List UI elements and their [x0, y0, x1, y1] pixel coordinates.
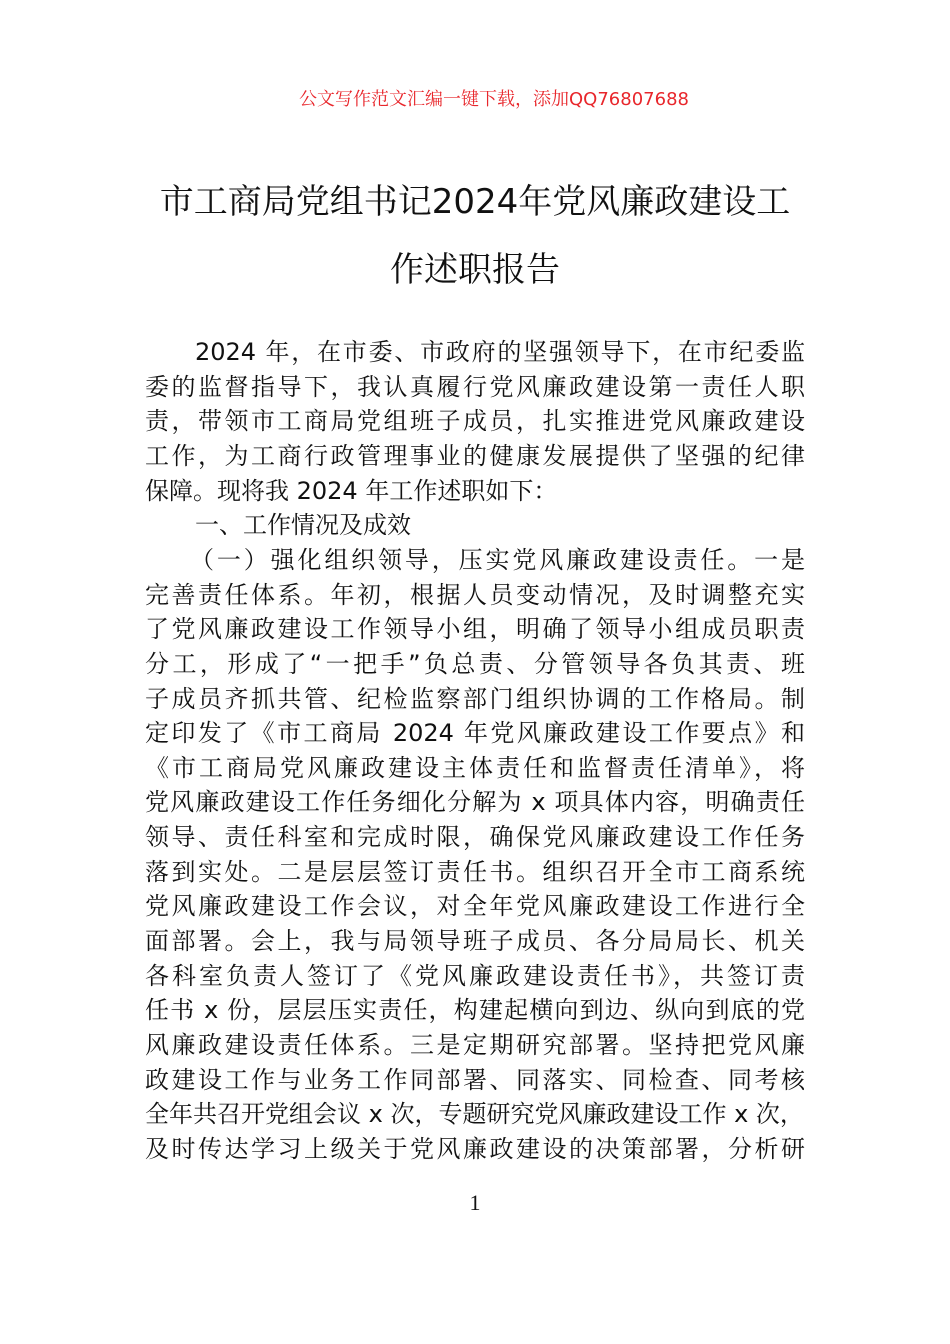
body-text-line: 任书 x 份，层层压实责任，构建起横向到边、纵向到底的党 [145, 996, 805, 1025]
body-text-line: 落到实处。二是层层签订责任书。组织召开全市工商系统 [145, 857, 805, 886]
document-title-line-2: 作述职报告 [390, 250, 560, 290]
body-text-line: 保障。现将我 2024 年工作述职如下： [145, 476, 558, 505]
body-text-line: 风廉政建设责任体系。三是定期研究部署。坚持把党风廉 [145, 1031, 805, 1059]
body-text-line: 定印发了《市工商局 2024 年党风廉政建设工作要点》和 [145, 719, 805, 748]
promo-header-text: 公文写作范文汇编一键下载，添加QQ76807688 [299, 89, 689, 110]
body-text-line: 分工，形成了“一把手”负总责、分管领导各负其责、班 [145, 649, 805, 678]
body-text-line: 子成员齐抓共管、纪检监察部门组织协调的工作格局。制 [145, 684, 805, 713]
body-text-line: 了党风廉政建设工作领导小组，明确了领导小组成员职责 [145, 615, 805, 644]
body-text-line: 全年共召开党组会议 x 次，专题研究党风廉政建设工作 x 次， [145, 1100, 804, 1129]
page-number: 1 [469, 1190, 481, 1215]
body-text-line: （一）强化组织领导，压实党风廉政建设责任。一是 [190, 545, 805, 574]
body-text-line: 党风廉政建设工作任务细化分解为 x 项具体内容，明确责任 [145, 788, 805, 817]
body-text-line: 一、工作情况及成效 [195, 511, 411, 540]
body-text-line: 领导、责任科室和完成时限，确保党风廉政建设工作任务 [145, 823, 805, 852]
body-text-line: 政建设工作与业务工作同部署、同落实、同检查、同考核 [145, 1065, 805, 1094]
body-text-line: 工作，为工商行政管理事业的健康发展提供了坚强的纪律 [145, 441, 805, 470]
body-text-line: 各科室负责人签订了《党风廉政建设责任书》，共签订责 [145, 961, 805, 990]
body-text-line: 面部署。会上，我与局领导班子成员、各分局局长、机关 [145, 927, 805, 956]
body-text-line: 及时传达学习上级关于党风廉政建设的决策部署，分析研 [145, 1134, 805, 1163]
document-title-line-1: 市工商局党组书记2024年党风廉政建设工 [159, 182, 791, 222]
body-text-line: 委的监督指导下，我认真履行党风廉政建设第一责任人职 [145, 372, 805, 401]
body-text-line: 党风廉政建设工作会议，对全年党风廉政建设工作进行全 [145, 892, 805, 921]
body-text-line: 责，带领市工商局党组班子成员，扎实推进党风廉政建设 [145, 407, 805, 436]
body-text-line: 2024 年，在市委、市政府的坚强领导下，在市纪委监 [195, 338, 805, 366]
body-text-line: 完善责任体系。年初，根据人员变动情况，及时调整充实 [145, 580, 805, 609]
body-text-line: 《市工商局党风廉政建设主体责任和监督责任清单》，将 [145, 753, 805, 782]
